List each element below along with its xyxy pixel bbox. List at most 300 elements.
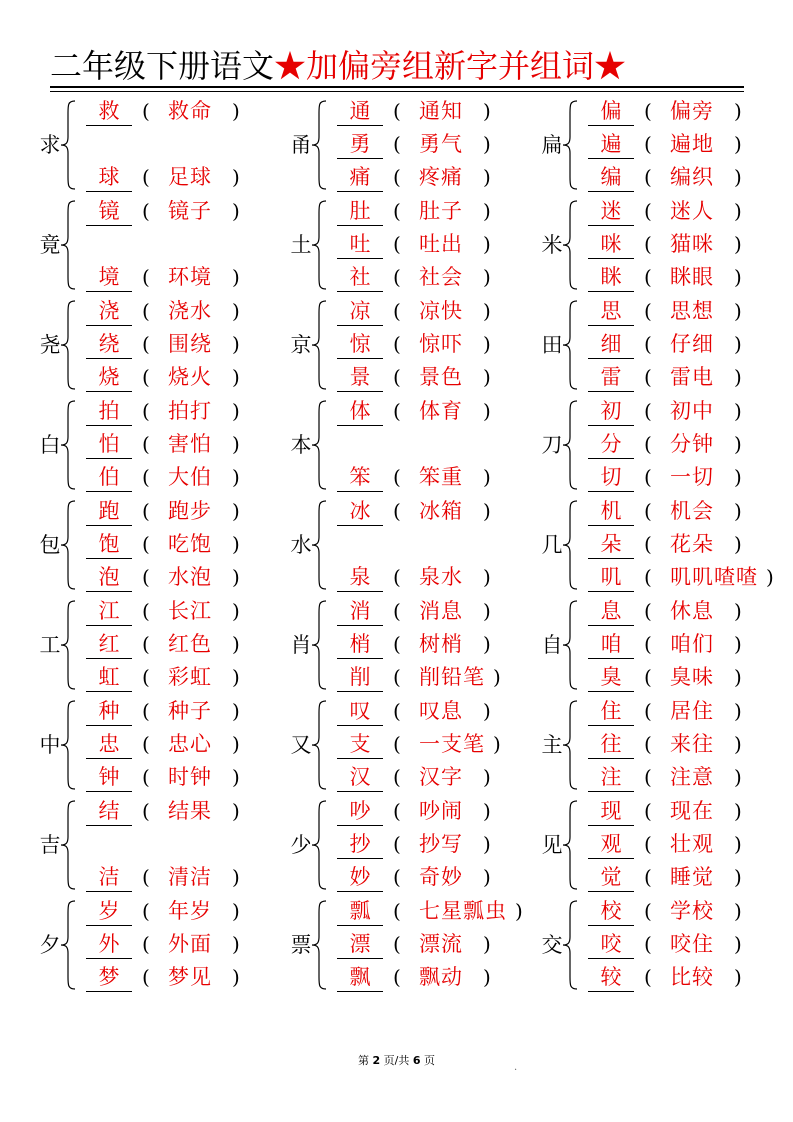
word-row xyxy=(588,497,793,527)
radical-char: 水 xyxy=(290,533,312,557)
left-paren: ( xyxy=(393,732,401,756)
radical-group xyxy=(540,897,790,993)
new-character: 遍 xyxy=(588,130,634,159)
compound-word: 跑步 xyxy=(168,499,212,523)
left-paren: ( xyxy=(644,532,652,556)
footer-dot: . xyxy=(514,1062,518,1073)
new-character: 拍 xyxy=(86,397,132,426)
compound-word: 雷电 xyxy=(670,365,714,389)
curly-brace-icon xyxy=(60,199,76,291)
compound-word: 肚子 xyxy=(419,199,463,223)
compound-word: 叹息 xyxy=(419,699,463,723)
right-paren: ) xyxy=(734,465,742,489)
compound-word: 遍地 xyxy=(670,132,714,156)
left-paren: ( xyxy=(142,732,150,756)
left-paren: ( xyxy=(142,199,150,223)
radical-group xyxy=(289,597,539,693)
new-character: 痛 xyxy=(337,163,383,192)
new-character: 臭 xyxy=(588,663,634,692)
compound-word: 一支笔 xyxy=(419,732,485,756)
compound-word: 削铅笔 xyxy=(419,665,485,689)
left-paren: ( xyxy=(142,532,150,556)
left-paren: ( xyxy=(393,899,401,923)
left-paren: ( xyxy=(644,565,652,589)
new-character: 烧 xyxy=(86,363,132,392)
compound-word: 泉水 xyxy=(419,565,463,589)
radical-char: 又 xyxy=(290,733,312,757)
compound-word: 清洁 xyxy=(168,865,212,889)
compound-word: 咱们 xyxy=(670,632,714,656)
left-paren: ( xyxy=(644,99,652,123)
new-character: 外 xyxy=(86,930,132,959)
left-paren: ( xyxy=(142,332,150,356)
new-character: 虹 xyxy=(86,663,132,692)
page-title xyxy=(50,44,750,88)
footer-mid: 页/共 xyxy=(383,1054,410,1067)
radical-char: 交 xyxy=(541,933,563,957)
right-paren: ) xyxy=(232,165,240,189)
left-paren: ( xyxy=(644,432,652,456)
radical-char: 自 xyxy=(541,633,563,657)
compound-word: 叽叽喳喳 xyxy=(670,565,758,589)
left-paren: ( xyxy=(393,265,401,289)
left-paren: ( xyxy=(644,465,652,489)
curly-brace-icon xyxy=(562,199,578,291)
compound-word: 浇水 xyxy=(168,299,212,323)
compound-word: 飘动 xyxy=(419,965,463,989)
compound-word: 现在 xyxy=(670,799,714,823)
word-row xyxy=(588,297,793,327)
right-paren: ) xyxy=(483,599,491,623)
right-paren: ) xyxy=(232,899,240,923)
compound-word: 长江 xyxy=(168,599,212,623)
footer-total-pages: 6 xyxy=(412,1054,421,1067)
title-prefix: 二年级下册语文 xyxy=(50,47,275,85)
left-paren: ( xyxy=(142,865,150,889)
right-paren: ) xyxy=(232,632,240,656)
right-paren: ) xyxy=(232,799,240,823)
right-paren: ) xyxy=(232,365,240,389)
radical-char: 票 xyxy=(290,933,312,957)
radical-group xyxy=(289,797,539,893)
curly-brace-icon xyxy=(311,499,327,591)
word-row xyxy=(588,463,793,493)
new-character: 景 xyxy=(337,363,383,392)
word-row xyxy=(588,630,793,660)
left-paren: ( xyxy=(644,265,652,289)
right-paren: ) xyxy=(232,532,240,556)
right-paren: ) xyxy=(734,199,742,223)
radical-group xyxy=(289,97,539,193)
curly-brace-icon xyxy=(562,799,578,891)
right-paren: ) xyxy=(734,165,742,189)
radical-char: 几 xyxy=(541,533,563,557)
new-character: 种 xyxy=(86,697,132,726)
radical-group xyxy=(38,397,288,493)
new-character: 泡 xyxy=(86,563,132,592)
compound-word: 笨重 xyxy=(419,465,463,489)
compound-word: 眯眼 xyxy=(670,265,714,289)
curly-brace-icon xyxy=(311,599,327,691)
radical-group xyxy=(289,697,539,793)
right-paren: ) xyxy=(734,699,742,723)
right-paren: ) xyxy=(734,832,742,856)
left-paren: ( xyxy=(142,765,150,789)
new-character: 通 xyxy=(337,97,383,126)
new-character: 梦 xyxy=(86,963,132,992)
new-character: 救 xyxy=(86,97,132,126)
compound-word: 外面 xyxy=(168,932,212,956)
compound-word: 树梢 xyxy=(419,632,463,656)
curly-brace-icon xyxy=(562,899,578,991)
compound-word: 疼痛 xyxy=(419,165,463,189)
word-row xyxy=(588,397,793,427)
compound-word: 镜子 xyxy=(168,199,212,223)
radical-char: 白 xyxy=(39,433,61,457)
compound-word: 迷人 xyxy=(670,199,714,223)
compound-word: 吵闹 xyxy=(419,799,463,823)
left-paren: ( xyxy=(142,599,150,623)
right-paren: ) xyxy=(232,665,240,689)
radical-group xyxy=(289,197,539,293)
radical-group xyxy=(540,797,790,893)
radical-group xyxy=(38,597,288,693)
new-character: 岁 xyxy=(86,897,132,926)
radical-group xyxy=(38,97,288,193)
compound-word: 奇妙 xyxy=(419,865,463,889)
word-row xyxy=(588,763,793,793)
new-character: 吵 xyxy=(337,797,383,826)
compound-word: 居住 xyxy=(670,699,714,723)
new-character: 钟 xyxy=(86,763,132,792)
left-paren: ( xyxy=(644,699,652,723)
curly-brace-icon xyxy=(60,899,76,991)
new-character: 浇 xyxy=(86,297,132,326)
right-paren: ) xyxy=(232,199,240,223)
right-paren: ) xyxy=(734,665,742,689)
left-paren: ( xyxy=(393,965,401,989)
compound-word: 害怕 xyxy=(168,432,212,456)
new-character: 笨 xyxy=(337,463,383,492)
right-paren: ) xyxy=(734,232,742,256)
new-character: 漂 xyxy=(337,930,383,959)
right-paren: ) xyxy=(734,599,742,623)
curly-brace-icon xyxy=(311,299,327,391)
new-character: 咪 xyxy=(588,230,634,259)
new-character: 汉 xyxy=(337,763,383,792)
right-paren: ) xyxy=(483,199,491,223)
new-character: 校 xyxy=(588,897,634,926)
new-character: 机 xyxy=(588,497,634,526)
radical-char: 中 xyxy=(39,733,61,757)
radical-group xyxy=(289,397,539,493)
left-paren: ( xyxy=(142,665,150,689)
compound-word: 一切 xyxy=(670,465,714,489)
new-character: 息 xyxy=(588,597,634,626)
word-row xyxy=(588,163,793,193)
word-row xyxy=(588,597,793,627)
right-paren: ) xyxy=(483,132,491,156)
right-paren: ) xyxy=(232,465,240,489)
right-paren: ) xyxy=(515,899,523,923)
left-paren: ( xyxy=(644,899,652,923)
compound-word: 学校 xyxy=(670,899,714,923)
word-row xyxy=(588,530,793,560)
new-character: 注 xyxy=(588,763,634,792)
word-row xyxy=(588,663,793,693)
left-paren: ( xyxy=(393,632,401,656)
compound-word: 时钟 xyxy=(168,765,212,789)
new-character: 瓢 xyxy=(337,897,383,926)
right-paren: ) xyxy=(734,265,742,289)
new-character: 觉 xyxy=(588,863,634,892)
compound-word: 分钟 xyxy=(670,432,714,456)
left-paren: ( xyxy=(644,232,652,256)
left-paren: ( xyxy=(644,665,652,689)
right-paren: ) xyxy=(483,565,491,589)
title-rule-thin xyxy=(50,91,744,92)
compound-word: 凉快 xyxy=(419,299,463,323)
compound-word: 梦见 xyxy=(168,965,212,989)
compound-word: 抄写 xyxy=(419,832,463,856)
new-character: 较 xyxy=(588,963,634,992)
compound-word: 臭味 xyxy=(670,665,714,689)
new-character: 叽 xyxy=(588,563,634,592)
radical-char: 尧 xyxy=(39,333,61,357)
radical-group xyxy=(540,697,790,793)
footer-end: 页 xyxy=(424,1054,436,1067)
right-paren: ) xyxy=(232,499,240,523)
left-paren: ( xyxy=(644,199,652,223)
new-character: 编 xyxy=(588,163,634,192)
new-character: 怕 xyxy=(86,430,132,459)
left-paren: ( xyxy=(393,199,401,223)
radical-char: 竟 xyxy=(39,233,61,257)
compound-word: 足球 xyxy=(168,165,212,189)
left-paren: ( xyxy=(393,232,401,256)
new-character: 梢 xyxy=(337,630,383,659)
compound-word: 救命 xyxy=(168,99,212,123)
radical-char: 扁 xyxy=(541,133,563,157)
right-paren: ) xyxy=(734,799,742,823)
compound-word: 消息 xyxy=(419,599,463,623)
right-paren: ) xyxy=(483,465,491,489)
left-paren: ( xyxy=(644,365,652,389)
new-character: 泉 xyxy=(337,563,383,592)
left-paren: ( xyxy=(142,932,150,956)
word-row xyxy=(588,197,793,227)
left-paren: ( xyxy=(393,565,401,589)
curly-brace-icon xyxy=(562,599,578,691)
new-character: 偏 xyxy=(588,97,634,126)
word-row xyxy=(588,930,793,960)
new-character: 红 xyxy=(86,630,132,659)
radical-char: 主 xyxy=(541,733,563,757)
right-paren: ) xyxy=(483,799,491,823)
right-paren: ) xyxy=(483,932,491,956)
page-footer xyxy=(0,1052,793,1068)
curly-brace-icon xyxy=(60,799,76,891)
curly-brace-icon xyxy=(60,599,76,691)
right-paren: ) xyxy=(734,365,742,389)
radical-group xyxy=(38,797,288,893)
left-paren: ( xyxy=(142,165,150,189)
left-paren: ( xyxy=(142,499,150,523)
compound-word: 壮观 xyxy=(670,832,714,856)
compound-word: 围绕 xyxy=(168,332,212,356)
radical-group xyxy=(38,897,288,993)
right-paren: ) xyxy=(734,99,742,123)
radical-char: 求 xyxy=(39,133,61,157)
new-character: 眯 xyxy=(588,263,634,292)
radical-char: 见 xyxy=(541,833,563,857)
right-paren: ) xyxy=(483,832,491,856)
radical-char: 甬 xyxy=(290,133,312,157)
radical-char: 土 xyxy=(290,233,312,257)
new-character: 吐 xyxy=(337,230,383,259)
compound-word: 种子 xyxy=(168,699,212,723)
word-row xyxy=(588,697,793,727)
new-character: 住 xyxy=(588,697,634,726)
compound-word: 大伯 xyxy=(168,465,212,489)
new-character: 结 xyxy=(86,797,132,826)
compound-word: 比较 xyxy=(670,965,714,989)
right-paren: ) xyxy=(483,965,491,989)
radical-group xyxy=(540,497,790,593)
right-paren: ) xyxy=(734,932,742,956)
left-paren: ( xyxy=(644,799,652,823)
new-character: 飘 xyxy=(337,963,383,992)
left-paren: ( xyxy=(393,932,401,956)
left-paren: ( xyxy=(644,499,652,523)
radical-group xyxy=(540,597,790,693)
radical-group xyxy=(540,97,790,193)
left-paren: ( xyxy=(142,99,150,123)
curly-brace-icon xyxy=(311,799,327,891)
right-paren: ) xyxy=(232,732,240,756)
left-paren: ( xyxy=(644,932,652,956)
word-row xyxy=(588,263,793,293)
left-paren: ( xyxy=(142,365,150,389)
compound-word: 彩虹 xyxy=(168,665,212,689)
left-paren: ( xyxy=(142,265,150,289)
curly-brace-icon xyxy=(562,499,578,591)
right-paren: ) xyxy=(734,499,742,523)
compound-word: 忠心 xyxy=(168,732,212,756)
curly-brace-icon xyxy=(311,199,327,291)
word-row xyxy=(588,130,793,160)
curly-brace-icon xyxy=(60,399,76,491)
radical-group xyxy=(540,197,790,293)
compound-word: 通知 xyxy=(419,99,463,123)
left-paren: ( xyxy=(644,732,652,756)
right-paren: ) xyxy=(734,332,742,356)
compound-word: 结果 xyxy=(168,799,212,823)
right-paren: ) xyxy=(734,632,742,656)
curly-brace-icon xyxy=(562,299,578,391)
right-paren: ) xyxy=(483,699,491,723)
left-paren: ( xyxy=(142,565,150,589)
new-character: 咬 xyxy=(588,930,634,959)
new-character: 支 xyxy=(337,730,383,759)
new-character: 肚 xyxy=(337,197,383,226)
new-character: 凉 xyxy=(337,297,383,326)
right-paren: ) xyxy=(232,265,240,289)
radical-group xyxy=(540,397,790,493)
compound-word: 社会 xyxy=(419,265,463,289)
word-row xyxy=(588,330,793,360)
compound-word: 猫咪 xyxy=(670,232,714,256)
right-paren: ) xyxy=(734,299,742,323)
left-paren: ( xyxy=(142,399,150,423)
right-paren: ) xyxy=(232,432,240,456)
new-character: 消 xyxy=(337,597,383,626)
compound-word: 景色 xyxy=(419,365,463,389)
left-paren: ( xyxy=(393,465,401,489)
left-paren: ( xyxy=(393,665,401,689)
left-paren: ( xyxy=(393,99,401,123)
left-paren: ( xyxy=(393,799,401,823)
right-paren: ) xyxy=(232,299,240,323)
new-character: 体 xyxy=(337,397,383,426)
new-character: 洁 xyxy=(86,863,132,892)
radical-group xyxy=(38,697,288,793)
new-character: 勇 xyxy=(337,130,383,159)
left-paren: ( xyxy=(393,699,401,723)
right-paren: ) xyxy=(232,699,240,723)
right-paren: ) xyxy=(232,865,240,889)
word-row xyxy=(588,97,793,127)
right-paren: ) xyxy=(734,432,742,456)
new-character: 观 xyxy=(588,830,634,859)
radical-group xyxy=(289,497,539,593)
compound-word: 咬住 xyxy=(670,932,714,956)
compound-word: 偏旁 xyxy=(670,99,714,123)
word-row xyxy=(588,230,793,260)
right-paren: ) xyxy=(734,732,742,756)
left-paren: ( xyxy=(142,432,150,456)
right-paren: ) xyxy=(232,399,240,423)
right-paren: ) xyxy=(232,332,240,356)
right-paren: ) xyxy=(483,865,491,889)
radical-char: 米 xyxy=(541,233,563,257)
left-paren: ( xyxy=(393,499,401,523)
word-row xyxy=(588,863,793,893)
compound-word: 七星瓢虫 xyxy=(419,899,507,923)
new-character: 江 xyxy=(86,597,132,626)
right-paren: ) xyxy=(483,765,491,789)
left-paren: ( xyxy=(644,132,652,156)
left-paren: ( xyxy=(142,632,150,656)
left-paren: ( xyxy=(393,765,401,789)
new-character: 绕 xyxy=(86,330,132,359)
right-paren: ) xyxy=(483,232,491,256)
curly-brace-icon xyxy=(562,99,578,191)
new-character: 细 xyxy=(588,330,634,359)
compound-word: 注意 xyxy=(670,765,714,789)
radical-group xyxy=(540,297,790,393)
right-paren: ) xyxy=(483,332,491,356)
new-character: 妙 xyxy=(337,863,383,892)
left-paren: ( xyxy=(644,965,652,989)
compound-word: 勇气 xyxy=(419,132,463,156)
curly-brace-icon xyxy=(60,299,76,391)
radical-char: 肖 xyxy=(290,633,312,657)
compound-word: 仔细 xyxy=(670,332,714,356)
right-paren: ) xyxy=(734,765,742,789)
new-character: 惊 xyxy=(337,330,383,359)
compound-word: 漂流 xyxy=(419,932,463,956)
